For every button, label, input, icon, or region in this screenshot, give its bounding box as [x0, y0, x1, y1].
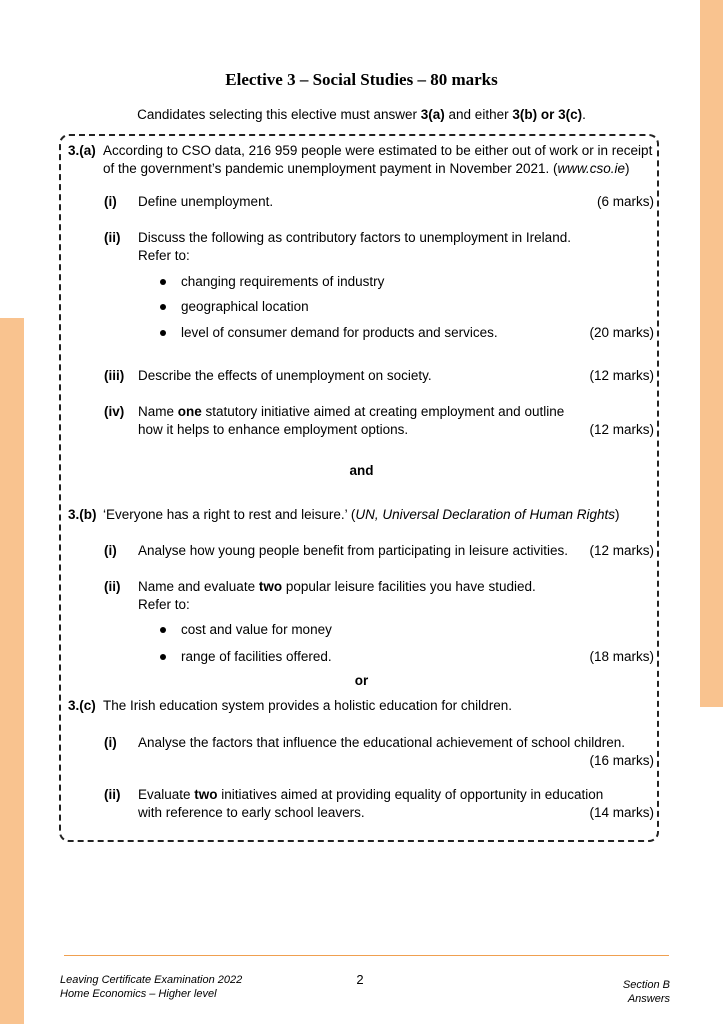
bullet-dot	[160, 627, 166, 633]
q3b-ii-num: (ii)	[104, 579, 121, 594]
q3a-iii-text: Describe the effects of unemployment on society.	[138, 368, 432, 383]
q3c-i-text: Analyse the factors that influence the educational achievement of school children.	[138, 735, 626, 750]
q3a-iv-marks: (12 marks)	[589, 422, 654, 437]
q3b-ii-marks: (18 marks)	[589, 649, 654, 664]
page-number: 2	[356, 972, 364, 987]
or-connector: or	[354, 673, 369, 688]
q3b-i-marks: (12 marks)	[589, 543, 654, 558]
q3c-i-marks: (16 marks)	[589, 753, 654, 768]
q3c-label: 3.(c)	[68, 698, 96, 713]
q3b-ii-refer: Refer to:	[138, 597, 190, 612]
q3a-ii-bullet-2: geographical location	[181, 299, 309, 314]
q3a-iv-text: Name one statutory initiative aimed at creating employment and outline	[138, 404, 565, 419]
bullet-dot	[160, 654, 166, 660]
q3b-ii-text: Name and evaluate two popular leisure facilities you have studied.	[138, 579, 536, 594]
page-title: Elective 3 – Social Studies – 80 marks	[225, 70, 498, 89]
and-connector: and	[349, 463, 374, 478]
q3a-ii-num: (ii)	[104, 230, 121, 245]
footer-exam-name: Leaving Certificate Examination 2022	[60, 974, 243, 986]
q3a-ii-bullet-1: changing requirements of industry	[181, 274, 385, 289]
q3b-ii-bullet-1: cost and value for money	[181, 622, 332, 637]
q3b-stem: ‘Everyone has a right to rest and leisure.’ (UN, Universal Declaration of Human Rights)	[103, 507, 620, 522]
bullet-dot	[160, 279, 166, 285]
q3b-i-num: (i)	[104, 543, 117, 558]
intro-instruction: Candidates selecting this elective must answer 3(a) and either 3(b) or 3(c).	[137, 107, 586, 122]
q3a-ii-marks: (20 marks)	[589, 325, 654, 340]
q3a-i-num: (i)	[104, 194, 117, 209]
q3b-ii-bullet-2: range of facilities offered.	[181, 649, 332, 664]
footer-answers: Answers	[627, 993, 670, 1005]
q3c-ii-num: (ii)	[104, 787, 121, 802]
orange-side-tab-left	[0, 318, 24, 1024]
q3c-ii-text: Evaluate two initiatives aimed at providing equality of opportunity in education	[138, 787, 604, 802]
q3a-ii-bullet-3: level of consumer demand for products and services.	[181, 325, 498, 340]
q3a-ii-refer: Refer to:	[138, 248, 190, 263]
q3c-stem: The Irish education system provides a holistic education for children.	[103, 698, 512, 713]
footer-section: Section B	[622, 979, 670, 991]
q3a-iv-text-line2: how it helps to enhance employment options.	[138, 422, 409, 437]
q3b-i-text: Analyse how young people benefit from participating in leisure activities.	[138, 543, 568, 558]
q3c-ii-marks: (14 marks)	[589, 805, 654, 820]
bullet-dot	[160, 304, 166, 310]
q3c-i-num: (i)	[104, 735, 117, 750]
q3a-iii-marks: (12 marks)	[589, 368, 654, 383]
footer-subject: Home Economics – Higher level	[60, 988, 217, 1000]
q3c-ii-text-line2: with reference to early school leavers.	[138, 805, 365, 820]
q3a-label: 3.(a)	[68, 143, 96, 158]
q3a-iv-num: (iv)	[104, 404, 125, 419]
q3a-i-marks: (6 marks)	[597, 194, 654, 209]
q3a-ii-text: Discuss the following as contributory factors to unemployment in Ireland.	[138, 230, 571, 245]
q3b-label: 3.(b)	[68, 507, 97, 522]
q3a-i-text: Define unemployment.	[138, 194, 274, 209]
q3a-iii-num: (iii)	[104, 368, 125, 383]
q3a-stem-line1: According to CSO data, 216 959 people were estimated to be either out of work or in receipt	[103, 143, 653, 158]
footer-rule	[64, 955, 669, 956]
q3a-stem-line2: of the government’s pandemic unemployment payment in November 2021. (www.cso.ie)	[103, 161, 630, 176]
bullet-dot	[160, 330, 166, 336]
